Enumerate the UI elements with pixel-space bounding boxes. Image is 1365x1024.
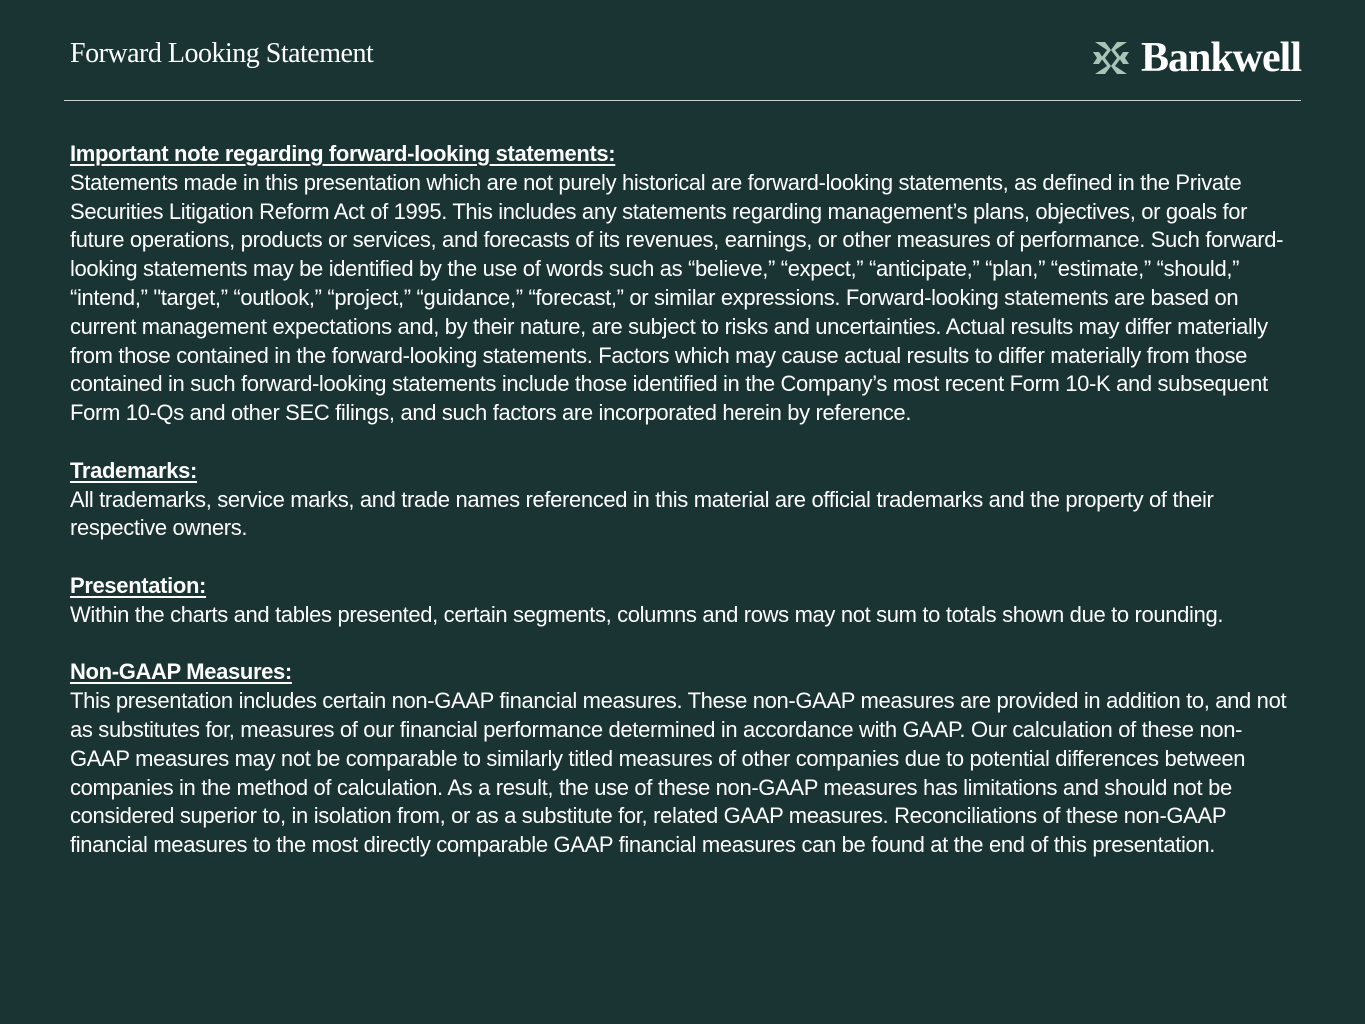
section-heading: Trademarks: — [70, 457, 198, 483]
logo-wordmark: Bankwell — [1140, 35, 1301, 81]
section-heading: Presentation: — [70, 572, 207, 598]
section-body: Within the charts and tables presented, certain segments, columns and rows may not sum to totals shown due to rounding. — [70, 601, 1224, 627]
slide-header — [70, 36, 1301, 80]
header-divider — [64, 100, 1301, 101]
section-trademarks — [70, 457, 1295, 543]
section-forward-looking — [70, 140, 1295, 428]
disclaimer-content — [70, 140, 1295, 889]
section-heading: Non-GAAP Measures: — [70, 659, 292, 685]
section-body: This presentation includes certain non-GAAP financial measures. These non-GAAP measures are provided in addition to, and not as substitutes for, measures of our financial performance determined in accordance with GAAP. Our calculation of these non-GAAP measures may not be comparable to similarly titled measures of other companies due to potential differences between companies in the method of calculation. As a result, the use of these non-GAAP measures has limitations and should not be considered superior to, in isolation from, or as a substitute for, related GAAP measures. Reconciliations of these non-GAAP financial measures to the most directly comparable GAAP financial measures can be found at the end of this presentation. — [70, 688, 1287, 858]
section-heading: Important note regarding forward-looking statements: — [70, 141, 616, 166]
bankwell-logo — [1091, 36, 1301, 80]
section-non-gaap — [70, 658, 1295, 860]
section-body: Statements made in this presentation which are not purely historical are forward-looking statements, as defined in the Private Securities Litigation Reform Act of 1995. This includes any statements regarding management’s plans, objectives, or goals for future operations, products or services, and forecasts of its revenues, earnings, or other measures of performance. Such forward-looking statements may be identified by the use of words such as “believe,” “expect,” “anticipate,” “plan,” “estimate,” “should,” “intend,” "target,” “outlook,” “project,” “guidance,” “forecast,” or similar expressions. Forward-looking statements are based on current management expectations and, by their nature, are subject to risks and uncertainties. Actual results may differ materially from those contained in the forward-looking statements. Factors which may cause actual results to differ materially from those contained in such forward-looking statements include those identified in the Company’s most recent Form 10-K and subsequent Form 10-Qs and other SEC filings, and such factors are incorporated herein by reference. — [70, 169, 1284, 426]
bankwell-logo-icon — [1091, 38, 1131, 78]
section-presentation — [70, 572, 1295, 630]
section-body: All trademarks, service marks, and trade names referenced in this material are official trademarks and the property of their respective owners. — [70, 486, 1214, 541]
page-title: Forward Looking Statement — [70, 38, 374, 69]
